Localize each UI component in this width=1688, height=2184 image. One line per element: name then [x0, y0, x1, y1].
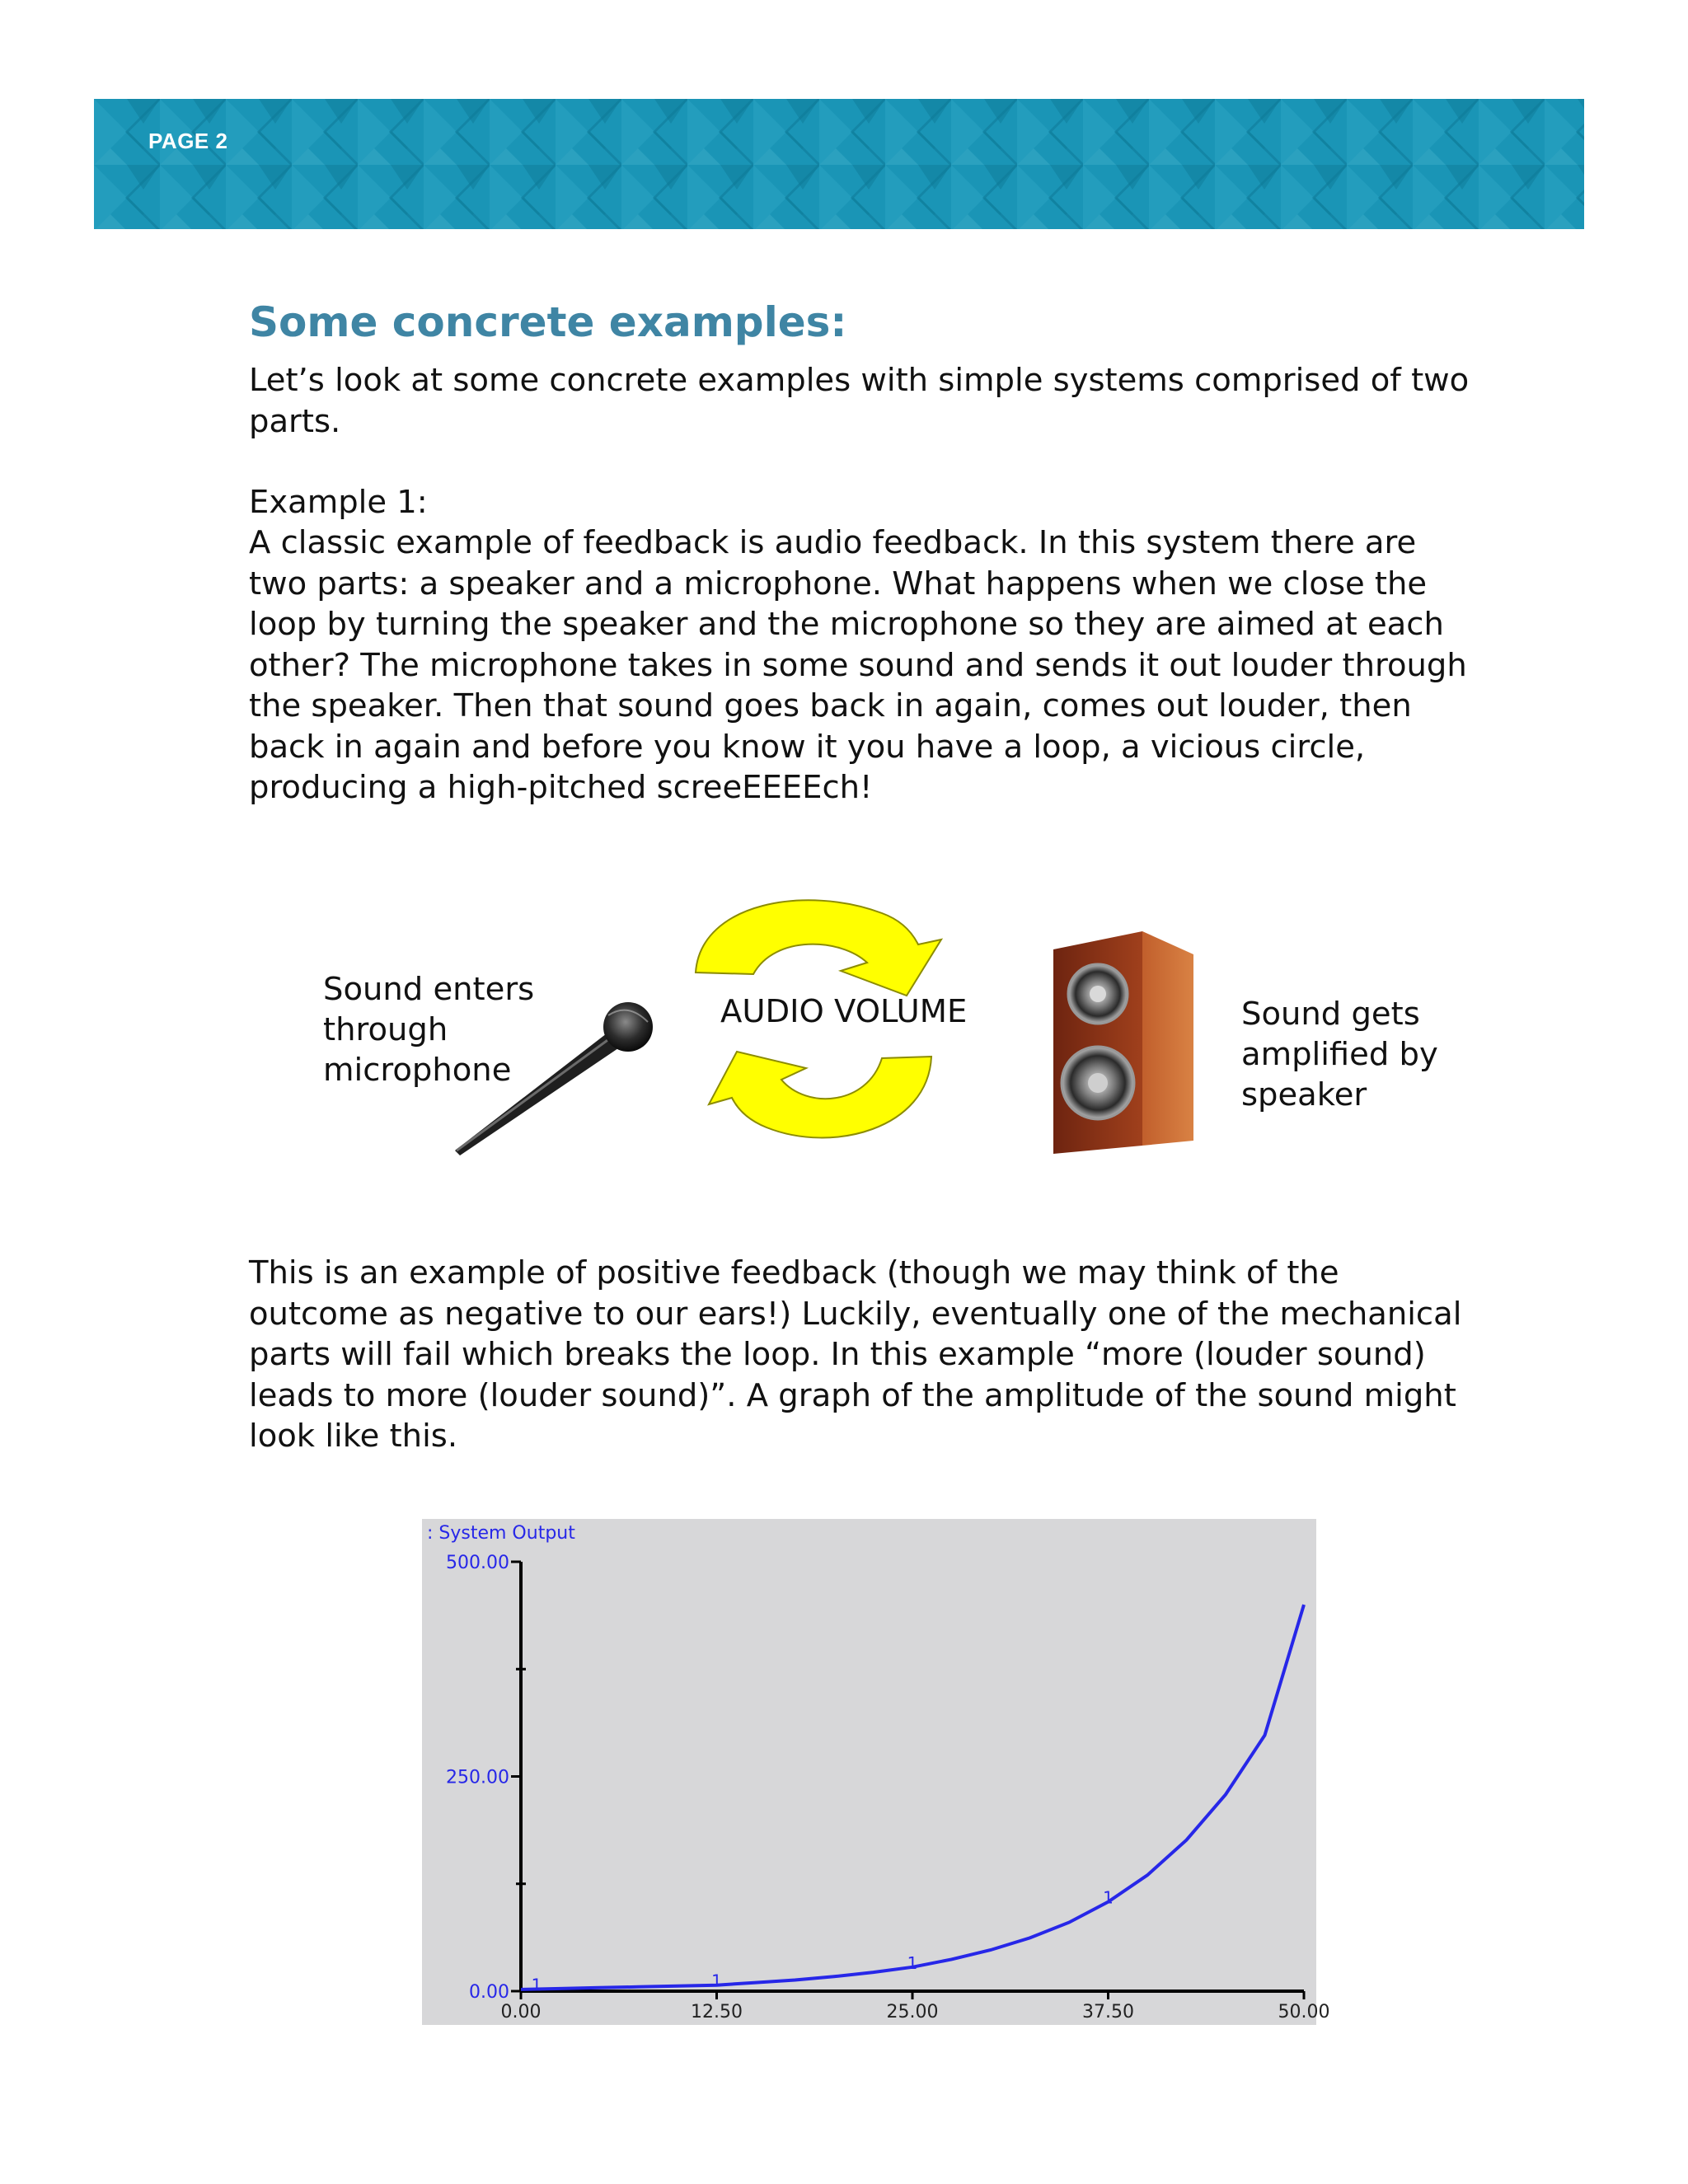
loop-label: AUDIO VOLUME	[720, 993, 968, 1030]
y-tick-label: 250.00	[446, 1767, 509, 1788]
example-label: Example 1:	[249, 484, 428, 521]
speaker-caption: Sound gets amplified by speaker	[1241, 996, 1438, 1113]
positive-feedback-paragraph	[249, 1253, 1510, 1457]
chart-ticks	[446, 1553, 1329, 2022]
text-line: look like this.	[249, 1418, 458, 1455]
text-line: This is an example of positive feedback (though we may think of the	[249, 1254, 1339, 1291]
series-marker-label: 1	[531, 1975, 542, 1995]
banner-pattern	[94, 99, 1584, 229]
chart-canvas	[422, 1519, 1330, 2025]
series-marker-label: 1	[711, 1971, 722, 1991]
system-output-chart	[422, 1519, 1330, 2025]
section-heading: Some concrete examples:	[249, 298, 847, 346]
x-tick-label: 12.50	[691, 2002, 743, 2022]
x-tick-label: 37.50	[1082, 2002, 1134, 2022]
text-line: Let’s look at some concrete examples with simple systems comprised of two	[249, 362, 1470, 399]
page-number-label: PAGE 2	[148, 129, 228, 153]
text-line: two parts: a speaker and a microphone. What happens when we close the	[249, 565, 1428, 602]
microphone-caption: Sound enters through microphone	[323, 971, 535, 1089]
text-line: loop by turning the speaker and the microphone so they are aimed at each	[249, 606, 1444, 643]
text-line: outcome as negative to our ears!) Luckily, eventually one of the mechanical	[249, 1295, 1462, 1333]
bottom-loop-arrow	[709, 1052, 931, 1137]
series-marker-label: 1	[907, 1952, 918, 1973]
example-paragraph	[249, 523, 1510, 808]
series-line	[521, 1605, 1304, 1990]
chart-axes	[521, 1562, 1304, 1991]
x-tick-label: 0.00	[500, 2002, 542, 2022]
y-tick-label: 500.00	[446, 1553, 509, 1573]
microphone-icon	[445, 997, 659, 1162]
speaker-icon	[1045, 931, 1210, 1162]
y-tick-label: 0.00	[469, 1982, 509, 2003]
text-line: producing a high-pitched screeEEEEch!	[249, 769, 873, 806]
intro-paragraph	[249, 360, 1510, 442]
text-line: parts.	[249, 402, 341, 440]
series-marker-label: 1	[1103, 1887, 1114, 1908]
page-header-banner	[94, 99, 1584, 229]
chart-title: : System Output	[427, 1523, 575, 1544]
text-line: other? The microphone takes in some sound and sends it out louder through	[249, 646, 1467, 684]
x-tick-label: 50.00	[1278, 2002, 1330, 2022]
text-line: parts will fail which breaks the loop. In this example “more (louder sound)	[249, 1336, 1426, 1373]
text-line: A classic example of feedback is audio feedback. In this system there are	[249, 524, 1417, 561]
text-line: the speaker. Then that sound goes back in again, comes out louder, then	[249, 687, 1412, 724]
top-loop-arrow	[696, 900, 941, 996]
text-line: leads to more (louder sound)”. A graph of the amplitude of the sound might	[249, 1376, 1456, 1414]
x-tick-label: 25.00	[886, 2002, 939, 2022]
text-line: back in again and before you know it you have a loop, a vicious circle,	[249, 728, 1366, 766]
